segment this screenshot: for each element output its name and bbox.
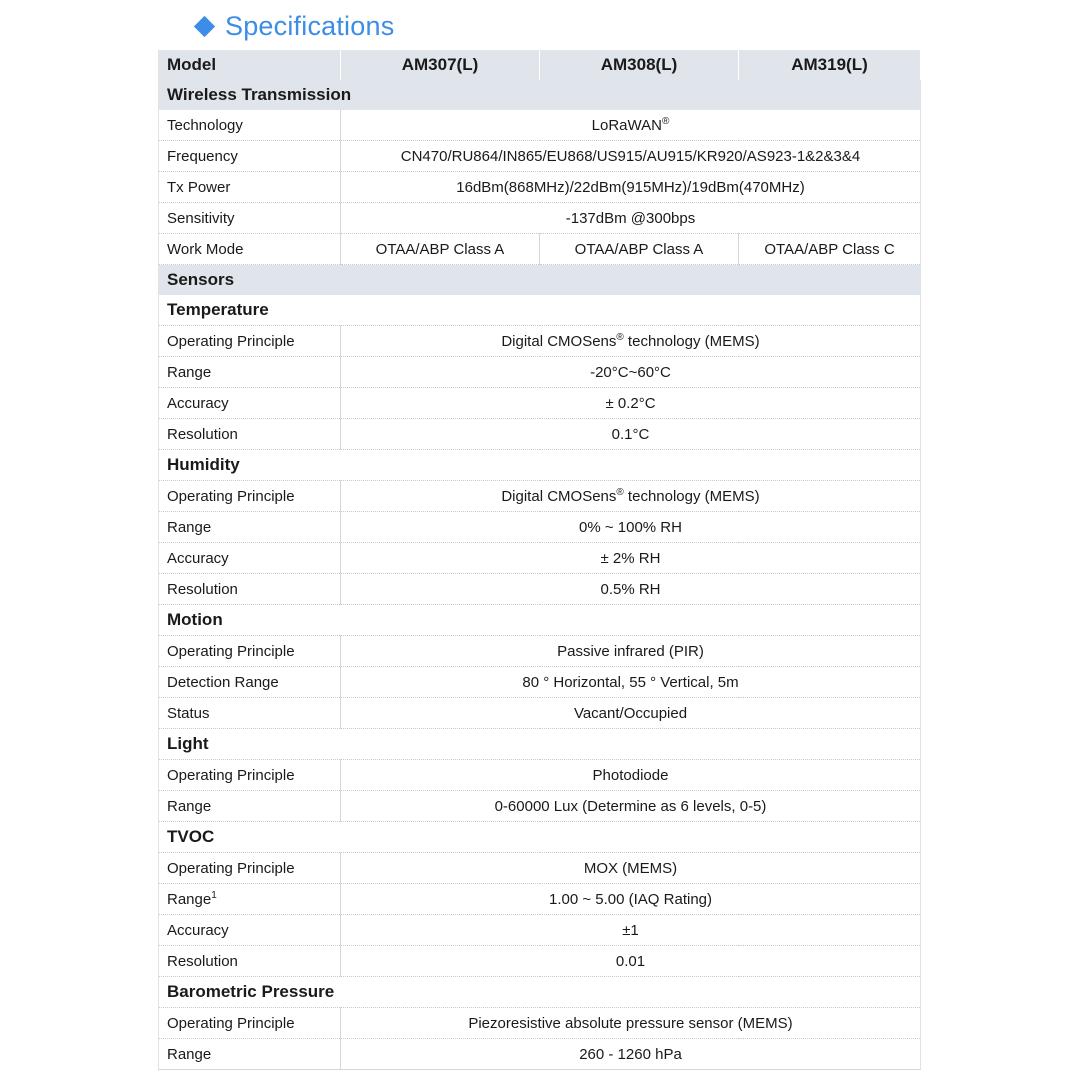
table-row [159, 110, 921, 141]
page-title-text: Specifications [225, 10, 395, 41]
row-label: Accuracy [159, 915, 341, 946]
table-row [159, 1008, 921, 1039]
row-value: -137dBm @300bps [341, 203, 921, 234]
model-label: Model [159, 50, 341, 80]
row-label: Resolution [159, 419, 341, 450]
row-value: 0.1°C [341, 419, 921, 450]
table-row [159, 853, 921, 884]
table-row [159, 419, 921, 450]
spec-table [158, 50, 921, 1070]
subsection-row [159, 977, 921, 1008]
row-value: 0% ~ 100% RH [341, 512, 921, 543]
subsection-row [159, 822, 921, 853]
subsection-row [159, 605, 921, 636]
row-label: Detection Range [159, 667, 341, 698]
table-row [159, 203, 921, 234]
row-value: -20°C~60°C [341, 357, 921, 388]
section-row [159, 80, 921, 110]
row-label: Status [159, 698, 341, 729]
subsection-pressure: Barometric Pressure [159, 977, 921, 1008]
diamond-icon [194, 15, 215, 36]
table-header-row [159, 50, 921, 80]
model-am319: AM319(L) [739, 50, 921, 80]
table-row [159, 884, 921, 915]
row-label: Work Mode [159, 234, 341, 265]
table-row [159, 698, 921, 729]
section-row [159, 265, 921, 296]
row-value: MOX (MEMS) [341, 853, 921, 884]
row-label: Range [159, 512, 341, 543]
row-value: OTAA/ABP Class A [540, 234, 739, 265]
row-value: Passive infrared (PIR) [341, 636, 921, 667]
subsection-row [159, 729, 921, 760]
row-label: Range [159, 791, 341, 822]
table-row [159, 388, 921, 419]
row-label: Range$^1$ [159, 884, 341, 915]
row-value: CN470/RU864/IN865/EU868/US915/AU915/KR920/AS923-1&2&3&4 [341, 141, 921, 172]
table-row [159, 512, 921, 543]
table-row [159, 574, 921, 605]
table-row [159, 636, 921, 667]
row-label: Operating Principle [159, 326, 341, 357]
row-label: Range [159, 357, 341, 388]
subsection-humidity: Humidity [159, 450, 921, 481]
section-wireless: Wireless Transmission [159, 80, 921, 110]
row-label: Tx Power [159, 172, 341, 203]
table-row [159, 667, 921, 698]
table-row [159, 141, 921, 172]
subsection-row [159, 295, 921, 326]
row-label: Resolution [159, 574, 341, 605]
table-row [159, 357, 921, 388]
row-value: Piezoresistive absolute pressure sensor (MEMS) [341, 1008, 921, 1039]
row-value: 0.5% RH [341, 574, 921, 605]
model-am307: AM307(L) [341, 50, 540, 80]
row-value: OTAA/ABP Class A [341, 234, 540, 265]
table-row [159, 915, 921, 946]
row-value: 80 ° Horizontal, 55 ° Vertical, 5m [341, 667, 921, 698]
row-label: Resolution [159, 946, 341, 977]
row-label: Operating Principle [159, 481, 341, 512]
row-value: OTAA/ABP Class C [739, 234, 921, 265]
subsection-motion: Motion [159, 605, 921, 636]
row-label: Accuracy [159, 543, 341, 574]
row-label: Technology [159, 110, 341, 141]
row-value: Vacant/Occupied [341, 698, 921, 729]
row-label: Operating Principle [159, 1008, 341, 1039]
table-row [159, 543, 921, 574]
table-row [159, 172, 921, 203]
row-value: LoRaWAN® [341, 110, 921, 141]
row-value: 0-60000 Lux (Determine as 6 levels, 0-5) [341, 791, 921, 822]
model-am308: AM308(L) [540, 50, 739, 80]
row-label: Operating Principle [159, 636, 341, 667]
table-row [159, 234, 921, 265]
row-value: Photodiode [341, 760, 921, 791]
table-row [159, 791, 921, 822]
subsection-tvoc: TVOC [159, 822, 921, 853]
row-value: ± 2% RH [341, 543, 921, 574]
table-row [159, 760, 921, 791]
subsection-light: Light [159, 729, 921, 760]
row-value: ± 0.2°C [341, 388, 921, 419]
row-label: Range [159, 1039, 341, 1070]
row-value: 0.01 [341, 946, 921, 977]
row-label: Accuracy [159, 388, 341, 419]
page-title [194, 8, 394, 44]
row-label: Operating Principle [159, 853, 341, 884]
row-value: Digital CMOSens® technology (MEMS) [341, 481, 921, 512]
row-value: 16dBm(868MHz)/22dBm(915MHz)/19dBm(470MHz) [341, 172, 921, 203]
table-row [159, 326, 921, 357]
subsection-temperature: Temperature [159, 295, 921, 326]
row-label: Sensitivity [159, 203, 341, 234]
row-value: ±1 [341, 915, 921, 946]
table-row [159, 946, 921, 977]
subsection-row [159, 450, 921, 481]
row-value: 260 - 1260 hPa [341, 1039, 921, 1070]
row-label: Operating Principle [159, 760, 341, 791]
table-row [159, 481, 921, 512]
row-label: Frequency [159, 141, 341, 172]
row-value: Digital CMOSens® technology (MEMS) [341, 326, 921, 357]
table-row [159, 1039, 921, 1070]
section-sensors: Sensors [159, 265, 921, 296]
row-value: 1.00 ~ 5.00 (IAQ Rating) [341, 884, 921, 915]
